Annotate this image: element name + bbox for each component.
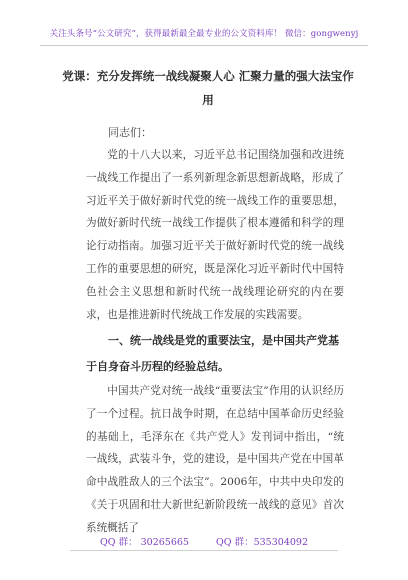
document-title: 党课：充分发挥统一战线凝聚人心 汇聚力量的强大法宝作用	[62, 69, 354, 107]
footer-qq-group-1: QQ 群： 30265665	[99, 537, 189, 548]
section-heading-1: 一、统一战线是党的重要法宝，是中国共产党基于自身奋斗历程的经验总结。	[86, 334, 339, 373]
salutation: 同志们：	[108, 126, 152, 139]
footer-contact	[0, 534, 408, 548]
body-paragraph-1: 党的十八大以来，习近平总书记围绕加强和改进统一战线工作提出了一系列新理念新思想新战略，形成了习近平关于做好新时代党的统一战线工作的重要思想，为做好新时代统一战线工作提供了根本遵循和科学的理论行动指南。加强习近平关于做好新时代党的统一战线工作的重要思想的研究，既是深化习近平新时代中国特色社会主义思想和新时代统一战线理论研究的内在要求，也是推进新时代统战工作发展的实践需要。	[86, 149, 344, 321]
body-paragraph-2: 中国共产党对统一战线“重要法宝”作用的认识经历了一个过程。抗日战争时期，在总结中国革命历史经验的基础上，毛泽东在《共产党人》发刊词中指出，“统一战线，武装斗争，党的建设，是中国共产党在中国革命中战胜敌人的三个法宝”。2006年，中共中央印发的《关于巩固和壮大新世纪新阶段统一战线的意见》首次系统概括了	[86, 385, 344, 534]
header-promo-text: 关注头条号“公文研究”，获得最新最全最专业的公文资料库！ 微信：gongwenyj	[49, 29, 359, 39]
footer-divider	[70, 550, 338, 551]
footer-qq-group-2: QQ 群：535304092	[216, 537, 308, 548]
header-divider	[40, 45, 368, 46]
